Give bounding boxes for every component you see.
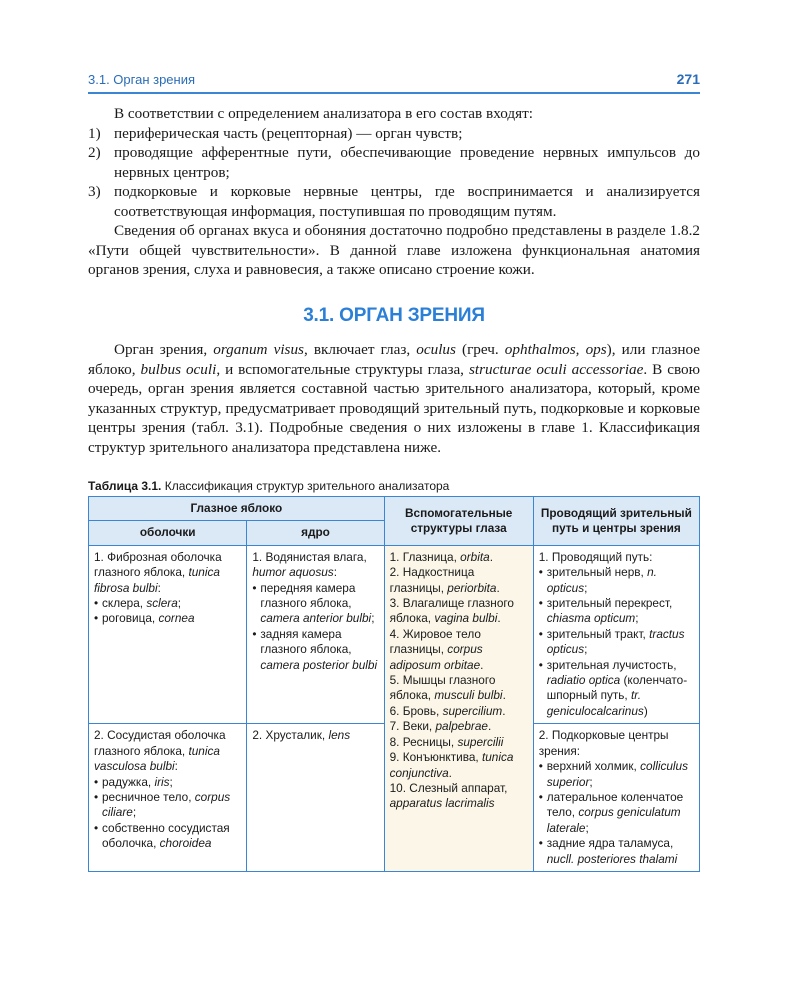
list-item: • склера, sclera; — [94, 596, 241, 611]
page-number: 271 — [676, 71, 700, 87]
cell-visual-pathway: 1. Проводящий путь: • зрительный нерв, n. opticus; • зрительный перекрест, chiasma opticum; • зрительный тракт, tractus opticus; • зрительная лучистость, radiatio optica (коленчато-шпорный путь, tr. geniculocalcarinus) — [533, 545, 699, 723]
table-caption-text: Классификация структур зрительного анализатора — [164, 479, 450, 493]
header-accessory: Вспомогательные структуры глаза — [384, 497, 533, 546]
list-item: 10. Слезный аппарат, apparatus lacrimalis — [389, 780, 508, 811]
intro-lead: В соответствии с определением анализатора в его состав входят: — [114, 105, 533, 122]
list-item: 3. Влагалище глазного яблока, vagina bulbi. — [389, 596, 514, 626]
list-item: 4. Жировое тело глазницы, corpus adiposum orbitae. — [389, 626, 484, 672]
header-membranes: оболочки — [89, 521, 247, 545]
list-item: • радужка, iris; — [94, 775, 241, 790]
table-caption — [88, 479, 449, 493]
list-item: • роговица, cornea — [94, 611, 241, 626]
paragraph-text: Орган зрения, organum visus, включает глаз, oculus (греч. ophthalmos, ops), или глазное яблоко, bulbus oculi, и вспомогательные структуры глаза, structurae oculi accessoriae. В свою очередь, орган зрения является составной частью зрительного анализатора, который, кроме указанных структур, предусматривает проводящий зрительный путь, подкорковые и корковые центры зрения (табл. 3.1). Подробные сведения о них изложены в главе 1. Классификация структур зрительного анализатора представлена ниже. — [88, 341, 700, 456]
list-item: 2. Надкостница глазницы, periorbita. — [389, 565, 500, 595]
header-rule — [88, 92, 700, 94]
list-item: 7. Веки, palpebrae. — [389, 719, 492, 734]
list-item: • задние ядра таламуса, nucll. posteriores thalami — [539, 836, 694, 867]
cell-fibrous-membrane: 1. Фиброзная оболочка глазного яблока, tunica fibrosa bulbi: • склера, sclera; • роговица, cornea — [89, 545, 247, 723]
section-title: 3.1. ОРГАН ЗРЕНИЯ — [303, 305, 485, 326]
list-number: 1) — [88, 124, 101, 142]
list-item: • передняя камера глазного яблока, camera anterior bulbi; — [252, 581, 378, 627]
list-item: • ресничное тело, corpus ciliare; — [94, 790, 241, 821]
table-row — [89, 545, 700, 723]
list-item: 1. Глазница, orbita. — [389, 549, 493, 564]
list-item: 8. Ресницы, supercilii — [389, 734, 504, 749]
list-item — [88, 143, 700, 182]
list-item: 6. Бровь, supercilium. — [389, 703, 506, 718]
header-eyeball: Глазное яблоко — [89, 497, 385, 521]
list-text: периферическая часть (рецепторная) — орган чувств; — [114, 124, 463, 142]
running-header-section: 3.1. Орган зрения — [88, 72, 196, 87]
intro-block — [88, 104, 700, 280]
list-item: • верхний холмик, colliculus superior; — [539, 759, 694, 790]
list-item — [88, 124, 700, 144]
list-item: • собственно сосудистая оболочка, choroidea — [94, 821, 241, 852]
list-item: • зрительный тракт, tractus opticus; — [539, 627, 694, 658]
table-caption-label: Таблица 3.1. — [88, 479, 162, 493]
list-text: подкорковые и корковые нервные центры, где воспринимается и анализируется соответствующая информация, поступившая по проводящим путям. — [114, 183, 700, 220]
running-header — [88, 70, 700, 92]
intro-closing: Сведения об органах вкуса и обоняния достаточно подробно представлены в разделе 1.8.2 «Пути общей чувствительности». В данной главе изложена функциональная анатомия органов зрения, слуха и равновесия, а также описано строение кожи. — [88, 222, 700, 278]
cell-lens: 2. Хрусталик, lens — [247, 724, 384, 872]
list-item: • зрительный перекрест, chiasma opticum; — [539, 596, 694, 627]
section-paragraph — [88, 340, 700, 457]
list-item: 9. Конъюнктива, tunica conjunctiva. — [389, 750, 514, 780]
list-item: 5. Мышцы глазного яблока, musculi bulbi. — [389, 673, 506, 703]
header-nucleus: ядро — [247, 521, 384, 545]
list-number: 2) — [88, 144, 101, 161]
list-item: • зрительный нерв, n. opticus; — [539, 565, 694, 596]
cell-vascular-membrane: 2. Сосудистая оболочка глазного яблока, tunica vasculosa bulbi: • радужка, iris; • ресничное тело, corpus ciliare; • собственно сосудистая оболочка, choroidea — [89, 724, 247, 872]
list-item — [88, 182, 700, 221]
analyzer-parts-list — [88, 124, 700, 222]
cell-accessory-structures — [384, 545, 533, 871]
list-item: • задняя камера глазного яблока, camera posterior bulbi — [252, 627, 378, 673]
list-item: • зрительная лучистость, radiatio optica (коленчато-шпорный путь, tr. geniculocalcarinus) — [539, 658, 694, 720]
cell-subcortical-centers: 2. Подкорковые центры зрения: • верхний холмик, colliculus superior; • латеральное коленчатое тело, corpus geniculatum laterale; • задние ядра таламуса, nucll. posteriores thalami — [533, 724, 699, 872]
list-item: • латеральное коленчатое тело, corpus geniculatum laterale; — [539, 790, 694, 836]
header-pathway: Проводящий зрительный путь и центры зрения — [533, 497, 699, 546]
list-text: проводящие афферентные пути, обеспечивающие проведение нервных импульсов до нервных центров; — [114, 144, 700, 181]
cell-aqueous-humor: 1. Водянистая влага, humor aquosus: • передняя камера глазного яблока, camera anterior bulbi; • задняя камера глазного яблока, camera posterior bulbi — [247, 545, 384, 723]
list-number: 3) — [88, 183, 101, 200]
classification-table — [88, 496, 700, 872]
